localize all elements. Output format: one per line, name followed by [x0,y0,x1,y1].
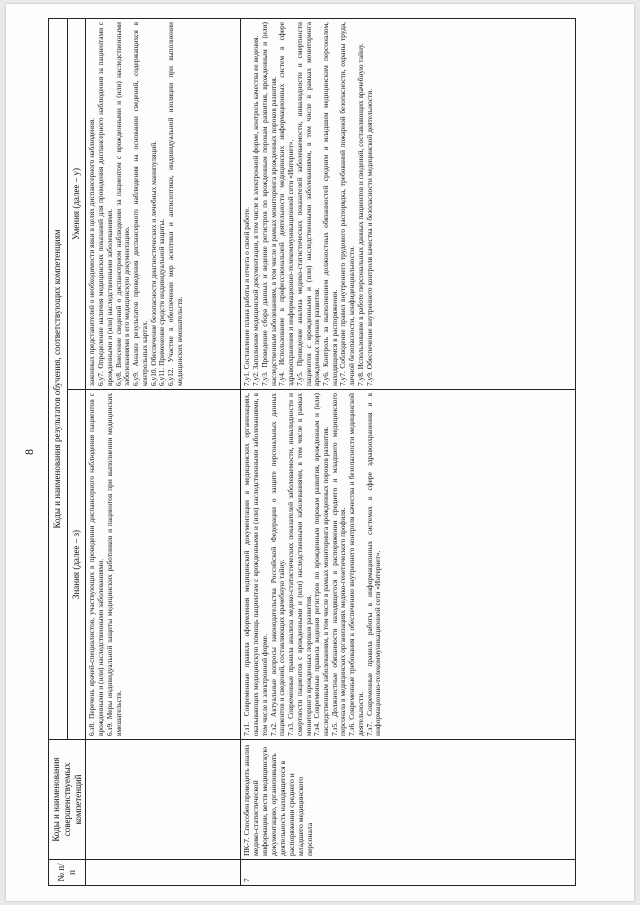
skill-item: 7.у7. Соблюдение правил внутреннего трудового распорядка, требований пожарной безопасности, охраны труда, личной безопасности, конфиденциальности. [338,22,357,386]
knowledge-item: 6.з8. Перечень врачей-специалистов, участвующих в проведении диспансерного наблюдения пациентов с врожденными и (или) наследственными заболеваниями. [87,393,106,736]
knowledge-item: 7.з5. Должностные обязанности находящегося в распоряжении среднего и младшего медицинского персонала в медицинских организациях медико-генетического профиля. [329,393,348,736]
skill-item: 7.у6. Контроль за выполнением должностных обязанностей средним и младшим медицинским персоналом, находящимся в распоряжении. [321,22,339,386]
knowledge-item: 7.з6. Современные требования к обеспечению внутреннего контроля качества и безопасности медицинской деятельности. [347,393,365,736]
header-knowledge: Знания (далее – з) [67,390,86,740]
competencies-table [48,18,576,886]
skill-item: 6.у7. Определение наличия медицинских показаний для проведения диспансерного наблюдения за пациентами с врожденными и (или) наследственными заболеваниями. [96,22,114,386]
competency-code: ПК-7. Способен проводить анализ медико-статистической информации, вести медицинскую документацию, организовывать деятельность находящегося в распоряжении среднего и младшего медицинского персонала [241,740,576,860]
header-codes: Коды и наименования совершенствуемых компетенций [49,740,86,860]
document-page [6,4,634,901]
header-num: № п/п [49,860,86,886]
knowledge-item: 6.з9. Меры индивидуальной защиты медицинских работников и пациентов при выполнении медицинских вмешательств. [104,393,123,736]
skill-item: 7.у4. Использование в профессиональной деятельности медицинских информационных систем в сфере здравоохранения и информационно-телекоммуникационной сети «Интернет». [277,22,296,386]
knowledge-cell [241,390,576,740]
skill-item: 6.у8. Внесение сведений о диспансерном наблюдении за пациентом с врожденными и (или) наследственными заболеваниями в его медицинскую документацию. [113,22,132,386]
skill-item: законных представителей о необходимости явки в целях диспансерного наблюдения. [87,117,97,386]
skill-item: 7.у9. Обеспечение внутреннего контроля качества и безопасности медицинской деятельности. [364,88,374,386]
skills-cell [241,19,576,390]
skill-item: 6.у12. Участие в обеспечении мер асептики и антисептики, индивидуальной изоляции при выполнении медицинских вмешательств. [166,22,184,386]
table-row [241,19,576,886]
row-number [86,860,241,886]
table-row [86,19,241,886]
skill-item: 6.у10. Обеспечение безопасности диагностических и лечебных манипуляций. [148,140,158,386]
knowledge-item: 7.з7. Современные правила работы в информационных системах в сфере здравоохранения и в информационно-телекоммуникационной сети «Интернет». [364,393,383,736]
skill-item: 7.у5. Проведение анализа медико-статистических показателей заболеваемости, инвалидности и смертности пациентов с врожденными и (или) наследственными заболеваниями, в том числе в рамках мониторинга врожденных пороков развития. [294,22,322,386]
skills-cell [86,19,241,390]
knowledge-item: 7.з2. Актуальные вопросы законодательства Российской Федерации о защите персональных данных пациентов и сведений, составляющих врачебную тайну. [268,393,287,736]
skill-item: 6.у11. Применение средств индивидуальной защиты. [157,218,167,386]
knowledge-item: 7.з4. Современные правила ведения регистров по врожденным порокам развития, врожденным и (или) наследственным заболеваниям, в том числе в рамках мониторинга врожденных пороков развития. [312,393,330,736]
knowledge-cell [86,390,241,740]
header-results: Коды и наименования результатов обучения, соответствующих компетенциям [49,19,68,740]
knowledge-item: 7.з1. Современные правила оформления медицинской документации в медицинских организациях, оказывающих медицинскую помощь пациентам с врожденными и (или) наследственными заболеваниями, в том числе в электронной форме. [242,393,269,736]
skill-item: 7.у1. Составление плана работы и отчета о своей работе. [242,207,252,386]
skill-item: 6.у9. Анализ результатов проведения диспансерного наблюдения на основании сведений, содержащихся в контрольных картах. [131,22,149,386]
rotated-page-content [20,12,620,892]
row-number: 7 [241,860,576,886]
skill-item: 7.у2. Заполнение медицинской документации, в том числе в электронной форме, контроль качества ее ведения. [251,35,261,386]
header-skills: Умения (далее – у) [67,19,86,390]
skill-item: 7.у8. Использование в работе персональных данных пациентов и сведений, составляющих врачебную тайну. [355,43,365,386]
skill-item: 7.у3. Проведение сбора данных и ведение регистров по врожденным порокам развития, врожденным и (или) наследственным заболеваниям, в том числе в рамках мониторинга врожденных пороков развития. [259,22,278,386]
page-number: 8 [22,449,36,455]
knowledge-item: 7.з3. Современные правила анализа медико-статистических показателей заболеваемости, инвалидности и смертности пациентов с врожденными и (или) наследственными заболеваниями, в том числе в рамках мониторинга врожденных пороков развития. [286,393,313,736]
competency-code [86,740,241,860]
